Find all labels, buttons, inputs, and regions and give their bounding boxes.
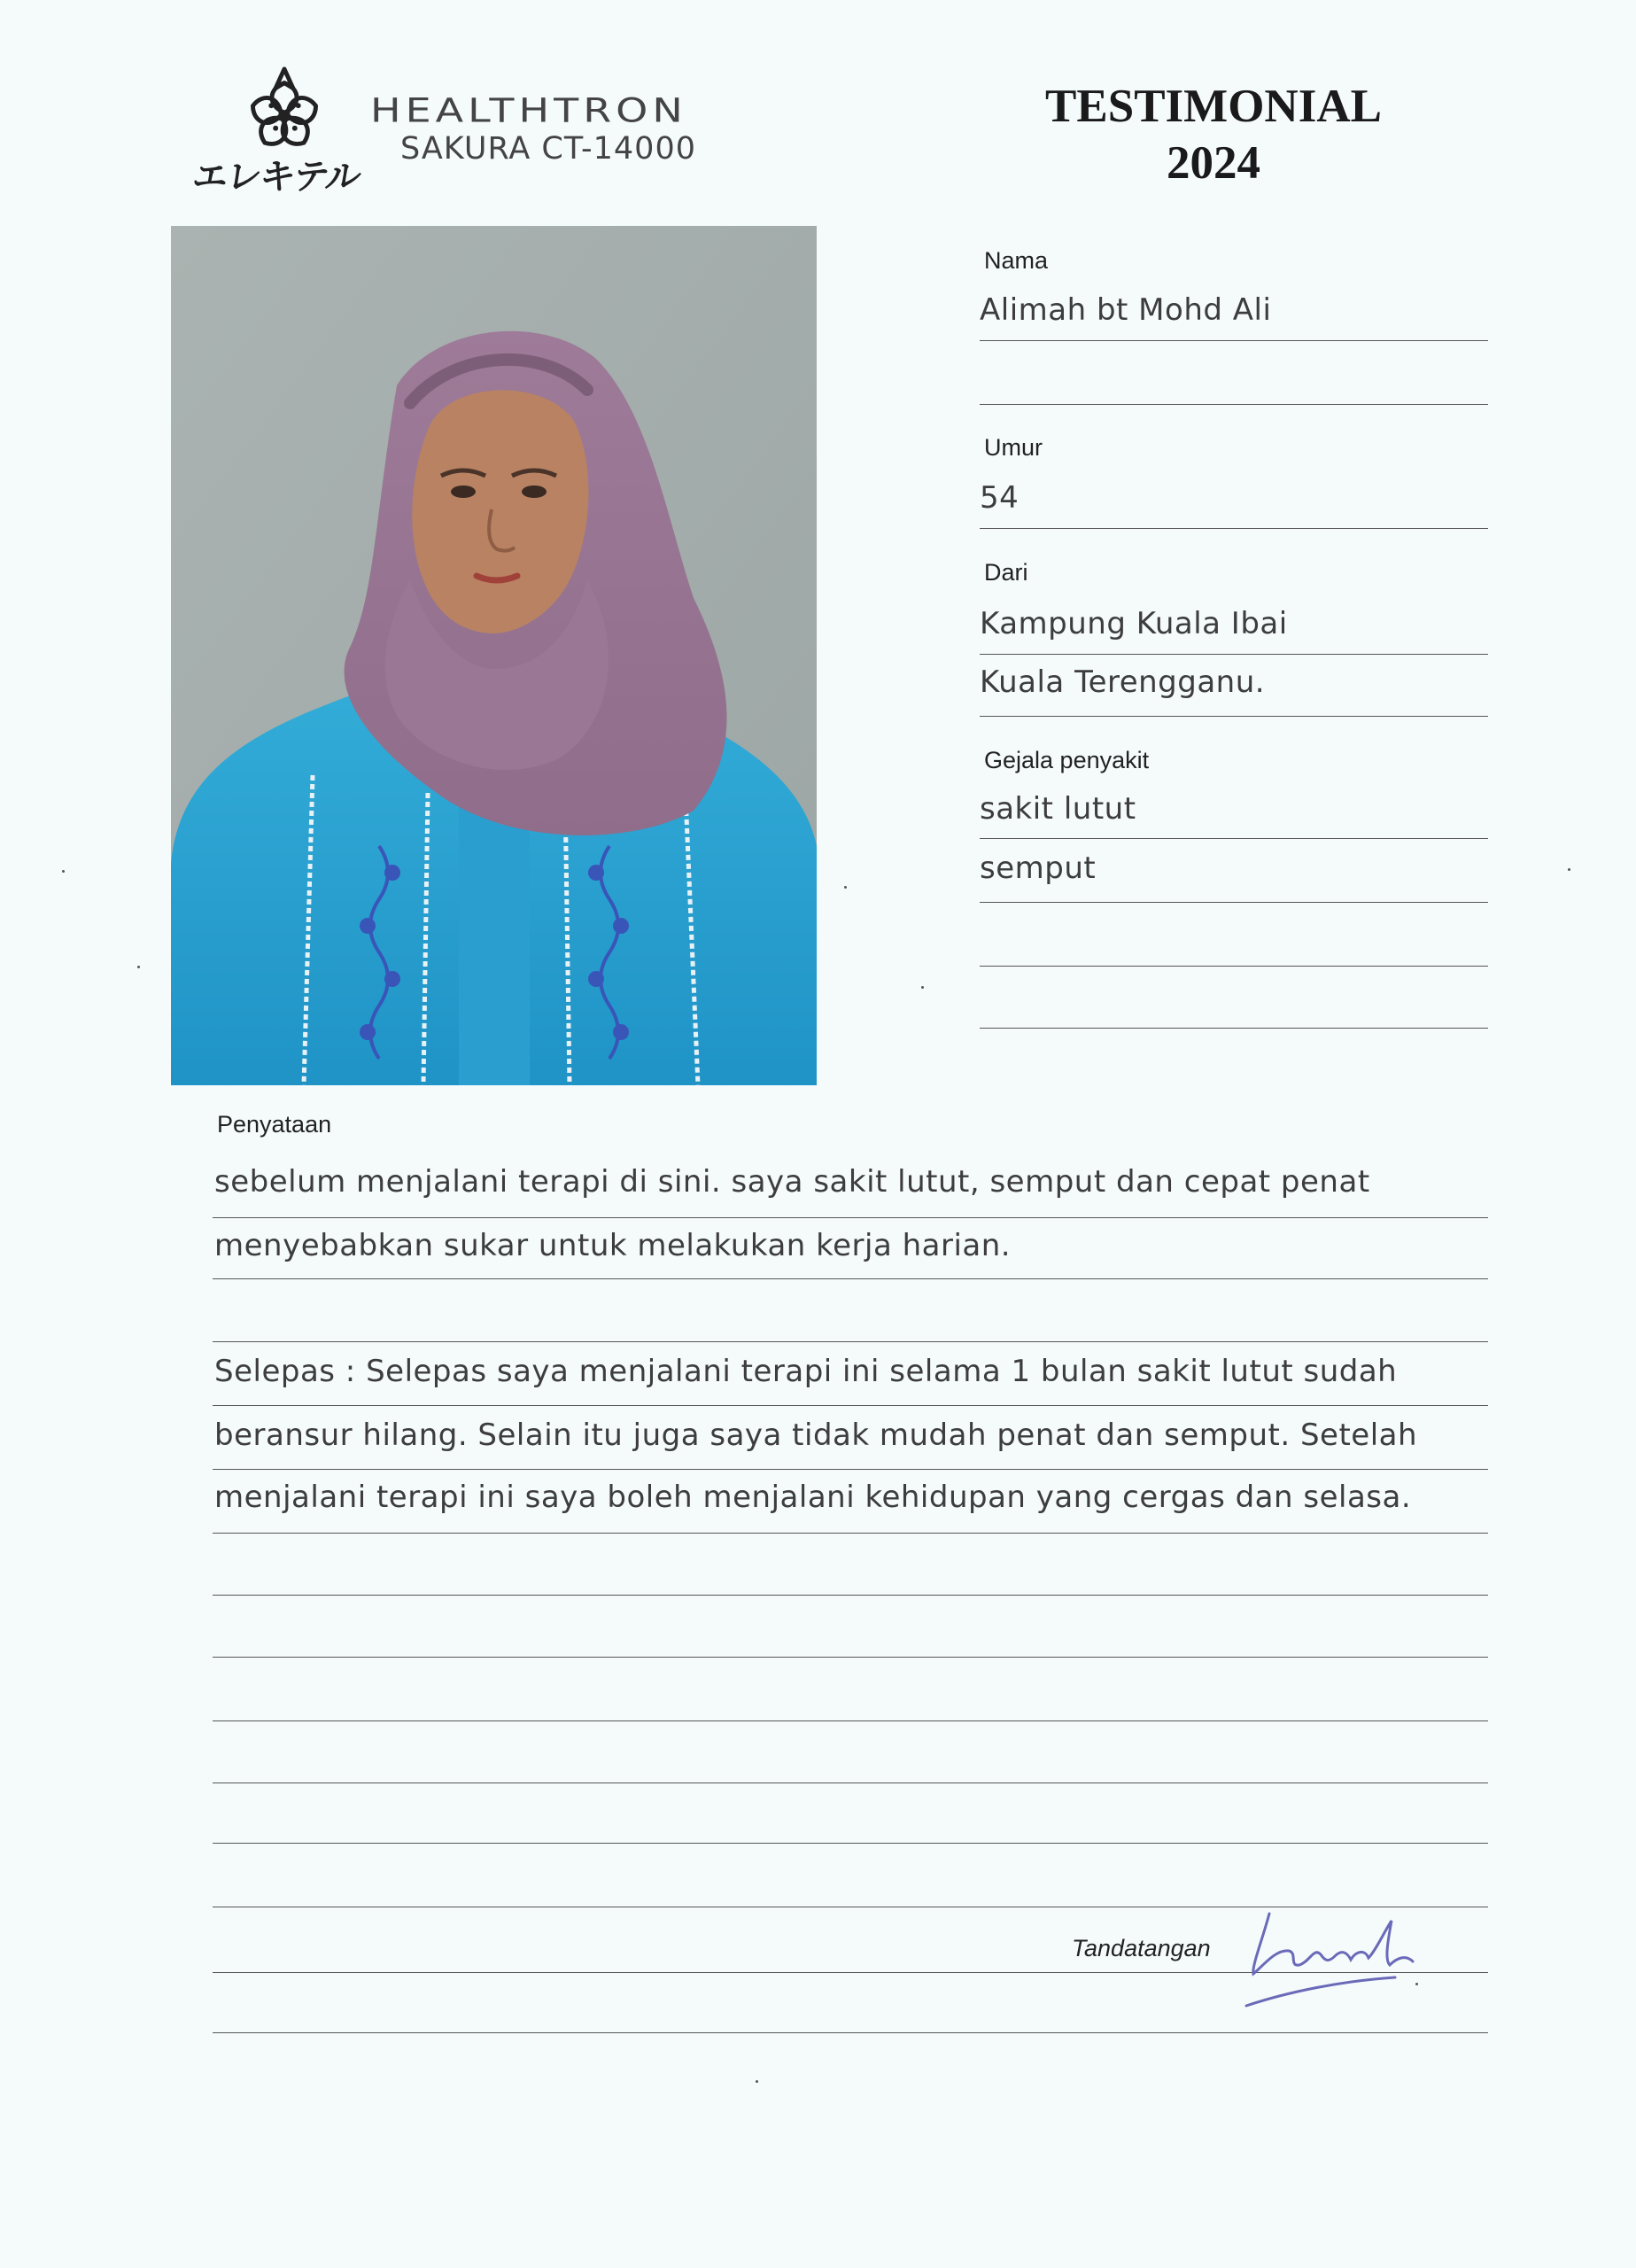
- from-rule-2: [980, 716, 1488, 717]
- name-value: Alimah bt Mohd Ali: [980, 292, 1272, 328]
- signature-mark: [1236, 1896, 1448, 2020]
- paper-speck: [756, 2080, 758, 2083]
- name-rule-1: [980, 340, 1488, 341]
- symptom-value-2: semput: [980, 850, 1097, 886]
- title-line-2: 2024: [1167, 137, 1260, 189]
- name-rule-2: [980, 404, 1488, 405]
- name-label: Nama: [984, 247, 1049, 274]
- symptoms-rule-1: [980, 838, 1488, 839]
- from-value-line-1: Kampung Kuala Ibai: [980, 606, 1288, 641]
- statement-rule-6: [213, 1533, 1488, 1534]
- from-rule-1: [980, 654, 1488, 655]
- page-title: [1001, 78, 1426, 191]
- age-label: Umur: [984, 434, 1043, 461]
- paper-speck: [1415, 1983, 1418, 1985]
- statement-line-2: menyebabkan sukar untuk melakukan kerja harian.: [214, 1228, 1012, 1263]
- symptoms-rule-4: [980, 1028, 1488, 1029]
- statement-line-1: sebelum menjalani terapi di sini. saya sakit lutut, semput dan cepat penat: [214, 1164, 1370, 1200]
- symptoms-rule-2: [980, 902, 1488, 903]
- from-value-line-2: Kuala Terengganu.: [980, 664, 1266, 700]
- statement-rule-5: [213, 1469, 1488, 1470]
- statement-label: Penyataan: [217, 1111, 332, 1138]
- age-value: 54: [980, 480, 1020, 516]
- statement-rule-4: [213, 1405, 1488, 1406]
- symptoms-label: Gejala penyakit: [984, 747, 1150, 773]
- symptoms-rule-3: [980, 966, 1488, 967]
- brand-name: HEALTHTRON: [370, 90, 687, 130]
- statement-line-4: Selepas : Selepas saya menjalani terapi ini selama 1 bulan sakit lutut sudah: [214, 1354, 1398, 1389]
- portrait-photo: [171, 226, 817, 1085]
- logo-katakana-text: エレキテル: [190, 157, 362, 198]
- signature-label: Tandatangan: [1072, 1935, 1211, 1961]
- statement-line-5: beransur hilang. Selain itu juga saya tidak mudah penat dan semput. Setelah: [214, 1418, 1418, 1453]
- statement-rule-14: [213, 2032, 1488, 2033]
- statement-line-6: menjalani terapi ini saya boleh menjalani kehidupan yang cergas dan selasa.: [214, 1480, 1412, 1515]
- paper-speck: [1568, 868, 1570, 871]
- paper-speck: [62, 870, 65, 873]
- statement-rule-7: [213, 1595, 1488, 1596]
- from-label: Dari: [984, 559, 1028, 586]
- paper-speck: [921, 986, 924, 989]
- symptom-value-1: sakit lutut: [980, 791, 1136, 827]
- title-line-1: TESTIMONIAL: [1045, 81, 1382, 132]
- age-rule: [980, 528, 1488, 529]
- statement-rule-9: [213, 1720, 1488, 1721]
- statement-rule-1: [213, 1217, 1488, 1218]
- statement-rule-8: [213, 1657, 1488, 1658]
- statement-rule-3: [213, 1341, 1488, 1342]
- paper-speck: [844, 886, 847, 889]
- brand-model: SAKURA CT-14000: [400, 131, 696, 167]
- paper-speck: [137, 966, 140, 968]
- statement-rule-2: [213, 1278, 1488, 1279]
- statement-rule-11: [213, 1843, 1488, 1844]
